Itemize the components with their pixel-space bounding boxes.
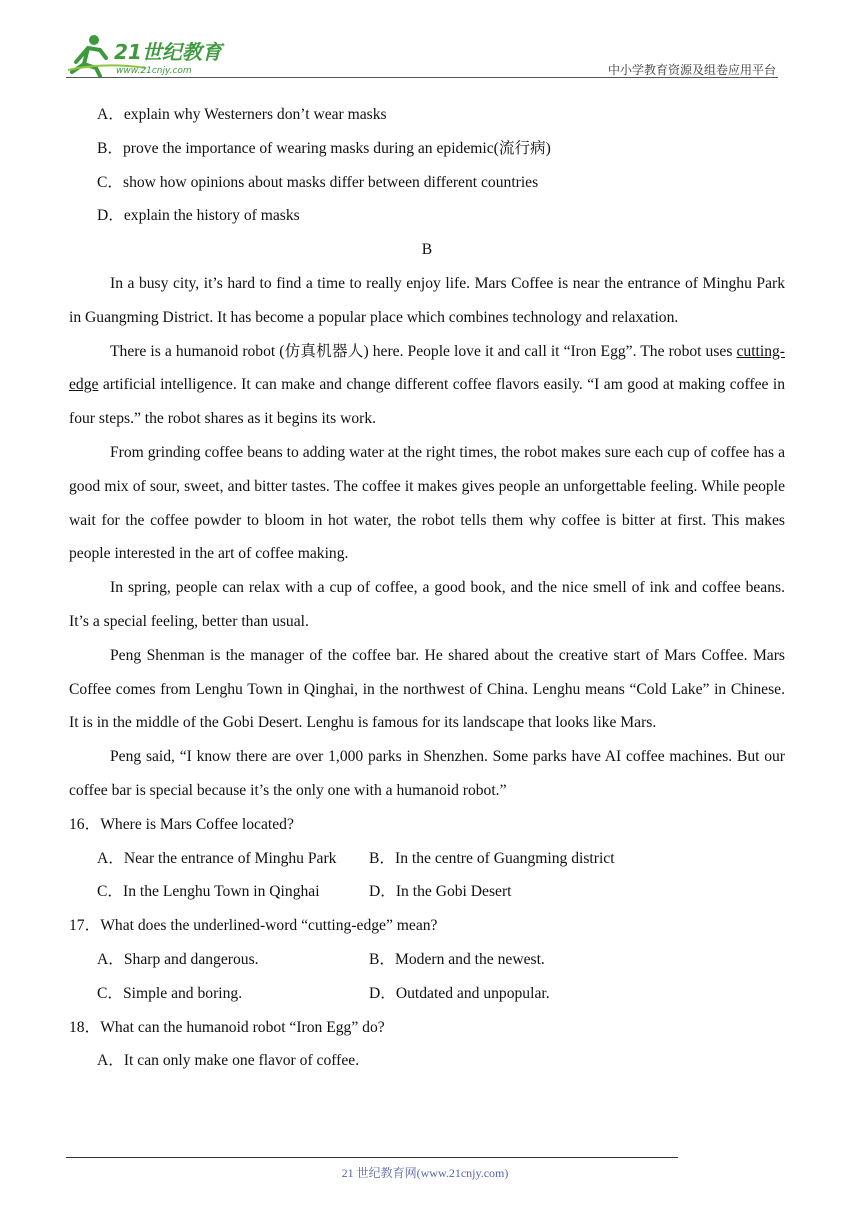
q16-option-d: D．In the Gobi Desert bbox=[369, 883, 512, 901]
q16-option-b: B．In the centre of Guangming district bbox=[369, 849, 615, 867]
p2-text-b: artificial intelligence. It can make and change different coffee flavors easily. “I am good at making coffee in four steps.” the robot shares as it begins its work. bbox=[69, 376, 785, 428]
q15-option-b: B．prove the importance of wearing masks during an epidemic(流行病) bbox=[97, 139, 551, 157]
logo-text: 21世纪教育 bbox=[114, 40, 222, 64]
q16-options-row-1 bbox=[69, 842, 785, 876]
q16-option-c: C．In the Lenghu Town in Qinghai bbox=[97, 883, 320, 901]
q16-option-a: A．Near the entrance of Minghu Park bbox=[97, 849, 337, 867]
q18-stem: 18．What can the humanoid robot “Iron Egg” do? bbox=[69, 1018, 385, 1036]
page-footer: 21 世纪教育网(www.21cnjy.com) bbox=[341, 1166, 509, 1180]
q17-options-row-2 bbox=[69, 977, 785, 1011]
passage-paragraph-5: Peng Shenman is the manager of the coffee bar. He shared about the creative start of Mars Coffee. Mars Coffee comes from Lenghu Town in Qinghai, in the northwest of China. Lenghu means “Cold Lake” in Chinese. It is in the middle of the Gobi Desert. Lenghu is famous for its landscape that looks like Mars. bbox=[69, 646, 785, 732]
underlined-word: cutting-edge bbox=[69, 342, 785, 394]
header-divider bbox=[66, 77, 778, 78]
q15-option-c: C．show how opinions about masks differ between different countries bbox=[97, 173, 539, 191]
logo bbox=[66, 32, 236, 78]
logo-runner-head bbox=[89, 35, 99, 45]
passage-paragraph-4: In spring, people can relax with a cup of coffee, a good book, and the nice smell of ink and coffee beans. It’s a special feeling, better than usual. bbox=[69, 579, 785, 630]
q15-option-a: A．explain why Westerners don’t wear masks bbox=[97, 106, 387, 123]
q17-option-a: A．Sharp and dangerous. bbox=[97, 950, 259, 968]
q17-options-row-1 bbox=[69, 943, 785, 977]
q15-option-d: D．explain the history of masks bbox=[97, 207, 300, 225]
q17-option-b: B．Modern and the newest. bbox=[369, 950, 545, 968]
logo-url: www.21cnjy.com bbox=[116, 66, 192, 76]
q17-stem: 17．What does the underlined-word “cutting-edge” mean? bbox=[69, 917, 438, 935]
p2-text-a: There is a humanoid robot (仿真机器人) here. People love it and call it “Iron Egg”. The robot uses bbox=[110, 342, 737, 360]
passage-paragraph-1: In a busy city, it’s hard to find a time to really enjoy life. Mars Coffee is near the entrance of Minghu Park in Guangming District. It has become a popular place which combines technology and relaxation. bbox=[69, 274, 785, 326]
q17-option-d: D．Outdated and unpopular. bbox=[369, 984, 550, 1002]
q16-options-row-2 bbox=[69, 875, 785, 909]
platform-name: 中小学教育资源及组卷应用平台 bbox=[607, 63, 776, 77]
document-body bbox=[69, 98, 785, 1078]
q17-option-c: C．Simple and boring. bbox=[97, 984, 243, 1002]
page-header bbox=[0, 0, 860, 80]
q16-stem: 16．Where is Mars Coffee located? bbox=[69, 815, 294, 833]
q18-option-a: A．It can only make one flavor of coffee. bbox=[97, 1052, 360, 1070]
passage-paragraph-6: Peng said, “I know there are over 1,000 parks in Shenzhen. Some parks have AI coffee machines. But our coffee bar is special because it’s the only one with a humanoid robot.” bbox=[69, 748, 785, 799]
footer-divider bbox=[66, 1157, 678, 1158]
section-title: B bbox=[421, 241, 433, 259]
passage-paragraph-2 bbox=[69, 335, 785, 436]
passage-paragraph-3: From grinding coffee beans to adding water at the right times, the robot makes sure each cup of coffee has a good mix of sour, sweet, and bitter tastes. The coffee it makes gives people an unforgettable feeling. While people wait for the coffee powder to bloom in hot water, the robot tells them why coffee is bitter at first. This makes people interested in the art of coffee making. bbox=[69, 443, 785, 563]
logo-runner-body bbox=[72, 48, 106, 76]
